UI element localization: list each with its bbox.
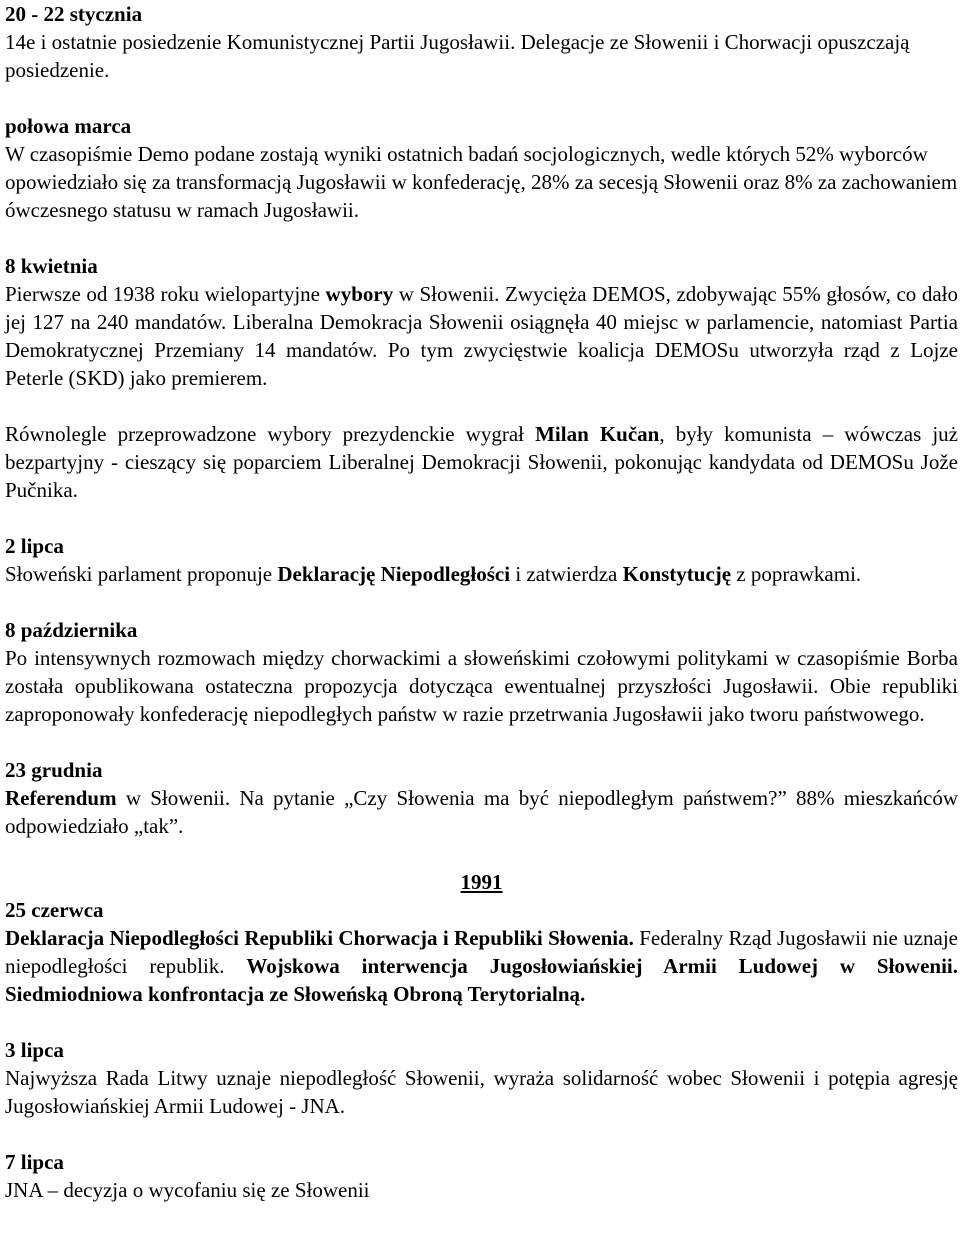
timeline-entry	[5, 616, 958, 728]
text-segment: Pierwsze od 1938 roku wielopartyjne	[5, 282, 326, 306]
entry-date: połowa marca	[5, 114, 132, 138]
bold-term: Wojskowa interwencja Jugosłowiańskiej Armii Ludowej w Słowenii. Siedmiodniowa konfrontacja ze Słoweńską Obroną Terytorialną.	[5, 954, 958, 1006]
entry-date: 25 czerwca	[5, 898, 104, 922]
year-heading: 1991	[460, 870, 503, 894]
text-segment: w Słowenii. Na pytanie „Czy Słowenia ma być niepodległym państwem?” 88% mieszkańców odpowiedziało „tak”.	[5, 786, 958, 838]
entry-text	[5, 784, 958, 840]
bold-term: Milan Kučan	[535, 422, 660, 446]
entry-date: 8 kwietnia	[5, 254, 98, 278]
entry-text: 14e i ostatnie posiedzenie Komunistycznej Partii Jugosławii. Delegacje ze Słowenii i Chorwacji opuszczają posiedzenie.	[5, 30, 910, 82]
entry-text	[5, 560, 958, 588]
document-page	[5, 0, 958, 1204]
entry-date: 8 października	[5, 618, 138, 642]
bold-term: Deklarację Niepodległości	[277, 562, 511, 586]
text-segment: Równolegle przeprowadzone wybory prezydenckie wygrał	[5, 422, 536, 446]
text-segment: z poprawkami.	[731, 562, 862, 586]
entry-date: 23 grudnia	[5, 758, 103, 782]
text-segment: w Słowenii. Zwycięża DEMOS, zdobywając 55% głosów, co dało jej 127 na 240 mandatów. Liberalna Demokracja Słowenii osiągnęła 40 miejsc w parlamencie, natomiast Partia Demokratycznej Przemiany 14 mandatów. Po tym zwycięstwie koalicja DEMOSu utworzyła rząd z Lojze Peterle (SKD) jako premierem.	[5, 282, 958, 390]
timeline-entry	[5, 1036, 958, 1120]
text-segment: i zatwierdza	[510, 562, 623, 586]
entry-date: 3 lipca	[5, 1038, 64, 1062]
timeline-entry	[5, 112, 958, 224]
text-segment: , były komunista – wówczas już bezpartyjny - cieszący się poparciem Liberalnej Demokracji Słowenii, pokonując kandydata od DEMOSu Jože Pučnika.	[5, 422, 958, 502]
timeline-entry	[5, 252, 958, 504]
entry-text: Po intensywnych rozmowach między chorwackimi a słoweńskimi czołowymi politykami w czasopiśmie Borba została opublikowana ostateczna propozycja dotycząca ewentualnej przyszłości Jugosławii. Obie republiki zaproponowały konfederację niepodległych państw w razie przetrwania Jugosławii jako tworu państwowego.	[5, 646, 958, 726]
timeline-entry	[5, 1148, 958, 1204]
bold-term: Konstytucję	[622, 562, 732, 586]
entry-date: 20 - 22 stycznia	[5, 2, 143, 26]
entry-date: 7 lipca	[5, 1150, 64, 1174]
bold-term: Deklaracja Niepodległości Republiki Chorwacja i Republiki Słowenia.	[5, 926, 634, 950]
entry-text	[5, 280, 958, 392]
timeline-entry	[5, 756, 958, 840]
text-segment: Federalny Rząd Jugosławii nie uznaje niepodległości republik.	[5, 926, 958, 978]
entry-text: W czasopiśmie Demo podane zostają wyniki ostatnich badań socjologicznych, wedle których 52% wyborców opowiedziało się za transformacją Jugosławii w konfederację, 28% za secesją Słowenii oraz 8% za zachowaniem ówczesnego statusu w ramach Jugosławii.	[5, 142, 958, 222]
entry-text	[5, 420, 958, 504]
bold-term: Referendum	[5, 786, 117, 810]
entry-text: Najwyższa Rada Litwy uznaje niepodległość Słowenii, wyraża solidarność wobec Słowenii i potępia agresję Jugosłowiańskiej Armii Ludowej - JNA.	[5, 1066, 958, 1118]
timeline-entry	[5, 896, 958, 1008]
timeline-entry	[5, 532, 958, 588]
entry-date: 2 lipca	[5, 534, 64, 558]
entry-text: JNA – decyzja o wycofaniu się ze Słowenii	[5, 1178, 370, 1202]
timeline-entry	[5, 0, 958, 84]
text-segment: Słoweński parlament proponuje	[5, 562, 278, 586]
bold-term: wybory	[325, 282, 394, 306]
entry-text	[5, 924, 958, 1008]
